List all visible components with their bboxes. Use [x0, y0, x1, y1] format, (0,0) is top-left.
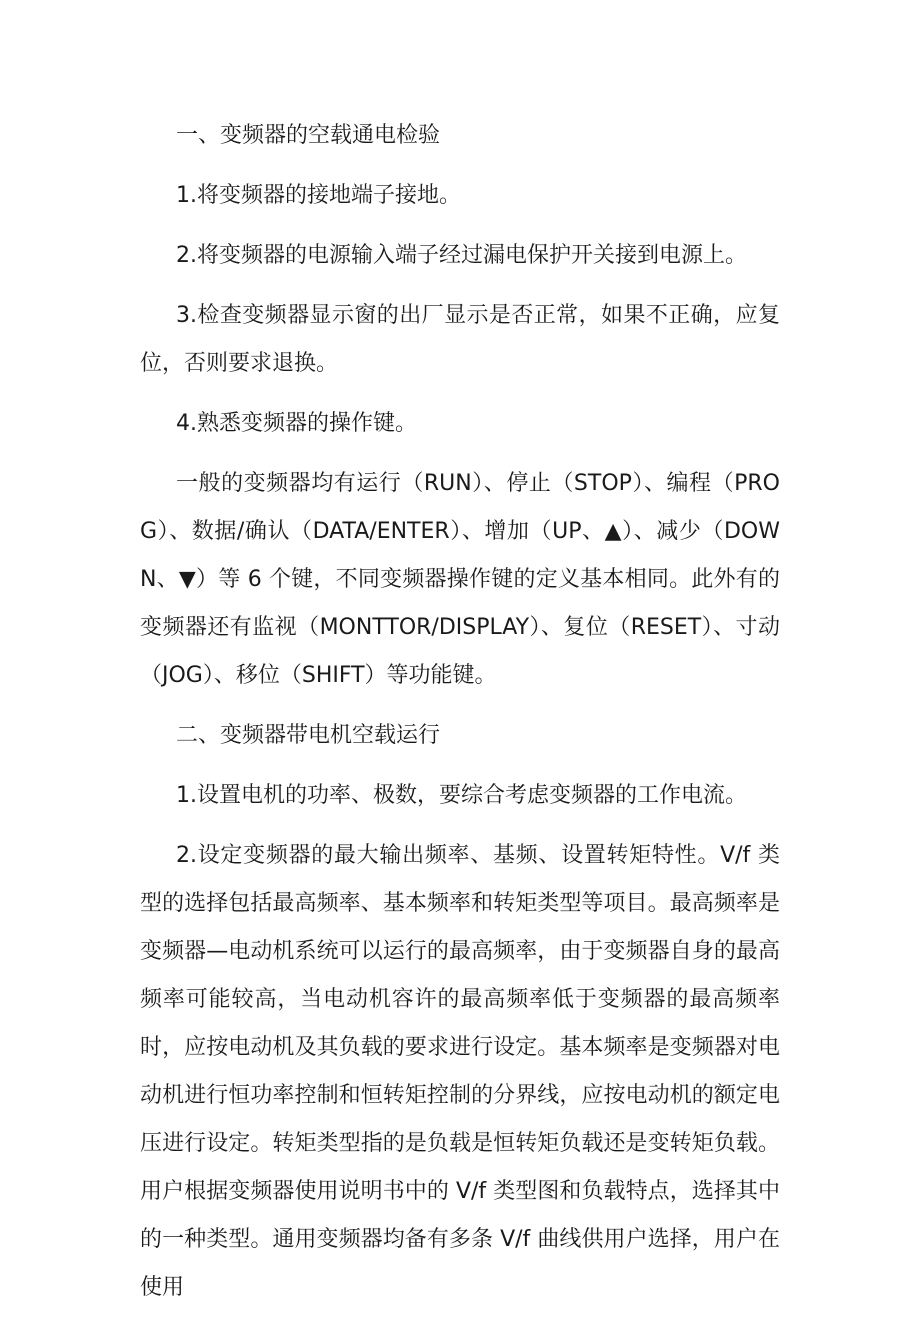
document-body: [140, 112, 780, 1324]
motor-step-2-paragraph: 2.设定变频器的最大输出频率、基频、设置转矩特性。V/f 类型的选择包括最高频率、基本频率和转矩类型等项目。最高频率是变频器—电动机系统可以运行的最高频率，由于变频器自身的最高频率可能较高，当电动机容许的最高频率低于变频器的最高频率时，应按电动机及其负载的要求进行设定。基本频率是变频器对电动机进行恒功率控制和恒转矩控制的分界线，应按电动机的额定电压进行设定。转矩类型指的是负载是恒转矩负载还是变转矩负载。用户根据变频器使用说明书中的 V/f 类型图和负载特点，选择其中的一种类型。通用变频器均备有多条 V/f 曲线供用户选择，用户在使用: [140, 843, 780, 1300]
motor-step-1-paragraph: 1.设置电机的功率、极数，要综合考虑变频器的工作电流。: [176, 783, 747, 808]
operation-keys-paragraph: 一般的变频器均有运行（RUN）、停止（STOP）、编程（PROG）、数据/确认（DATA/ENTER）、增加（UP、▲）、减少（DOWN、▼）等 6 个键，不同变频器操作键的定义基本相同。此外有的变频器还有监视（MONTTOR/DISPLAY）、复位（RESET）、寸动（JOG）、移位（SHIFT）等功能键。: [140, 471, 780, 688]
section-heading-1: 一、变频器的空载通电检验: [176, 123, 441, 148]
step-1-paragraph: 1.将变频器的接地端子接地。: [176, 183, 461, 208]
step-3-paragraph: 3.检查变频器显示窗的出厂显示是否正常，如果不正确，应复位，否则要求退换。: [140, 303, 780, 376]
section-heading-2: 二、变频器带电机空载运行: [176, 723, 441, 748]
step-2-paragraph: 2.将变频器的电源输入端子经过漏电保护开关接到电源上。: [176, 243, 747, 268]
step-4-paragraph: 4.熟悉变频器的操作键。: [176, 411, 417, 436]
